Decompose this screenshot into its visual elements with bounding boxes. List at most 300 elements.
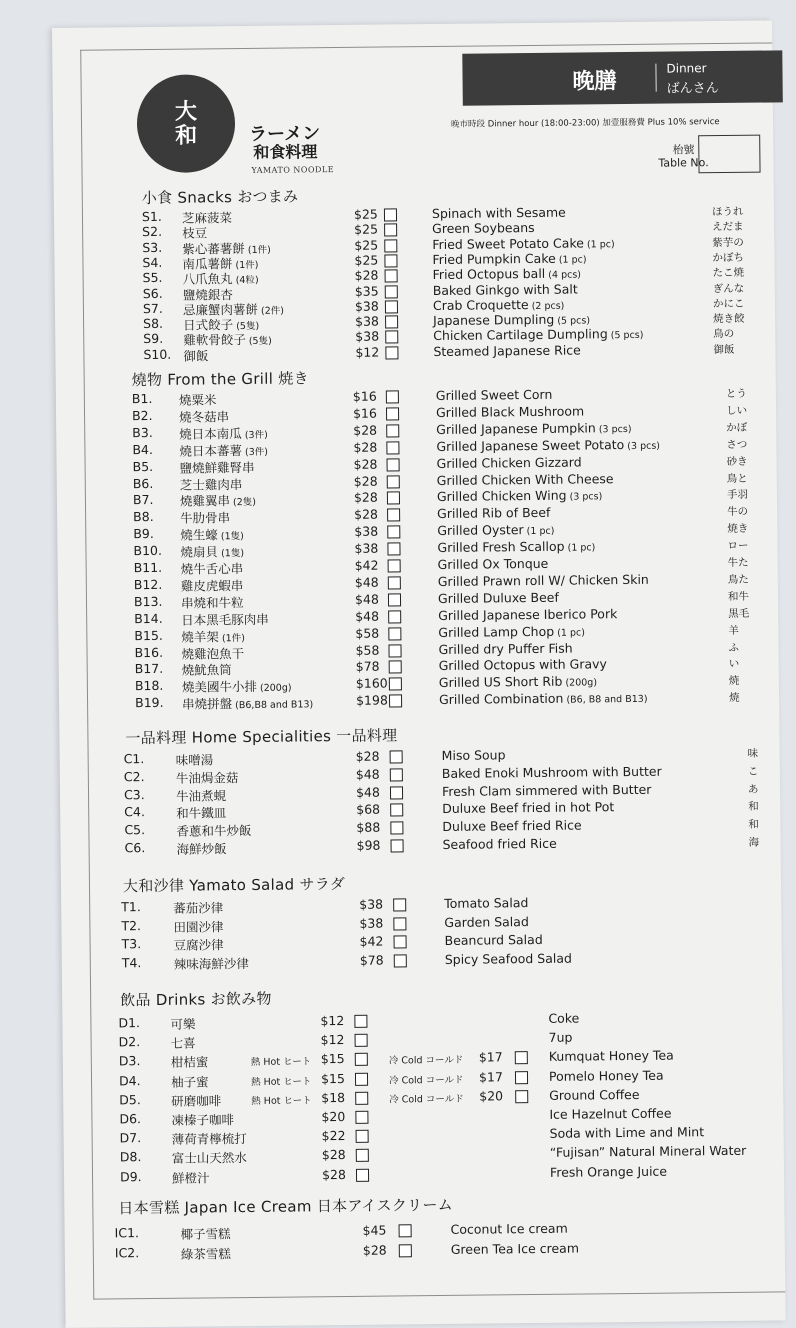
item-name-en: Soda with Lime and Mint — [549, 1124, 705, 1142]
order-checkbox[interactable] — [385, 346, 398, 359]
item-code: B17. — [134, 661, 164, 677]
item-qty-en: (1 pc) — [554, 627, 585, 639]
item-price: $48 — [355, 784, 380, 800]
item-name-en — [439, 690, 648, 707]
order-checkbox[interactable] — [390, 768, 403, 781]
order-checkbox[interactable] — [390, 822, 403, 835]
item-name-en — [432, 220, 535, 236]
item-name-en-text: Tomato Salad — [444, 895, 529, 911]
hot-label: 熱 Hot ヒート — [250, 1075, 312, 1088]
item-code: S5. — [142, 270, 163, 286]
item-name-en — [451, 1221, 568, 1237]
item-code: C1. — [123, 751, 145, 767]
item-name-zh-text: 蕃茄沙律 — [173, 900, 224, 916]
item-name-jp: かぼ — [726, 421, 748, 434]
item-name-zh-text: 南瓜薯餅 — [182, 256, 233, 272]
item-qty-zh: (200g) — [256, 682, 292, 695]
item-name-en — [433, 281, 578, 298]
order-checkbox[interactable] — [355, 1034, 368, 1047]
item-name-en — [432, 205, 566, 221]
item-name-en — [437, 505, 550, 521]
item-name-zh — [179, 407, 229, 426]
item-qty-en: (B6, B8 and B13) — [563, 693, 648, 706]
item-qty-zh: (5隻) — [245, 336, 272, 348]
item-qty-en: (1 pc) — [523, 525, 555, 538]
item-price: $12 — [355, 344, 380, 360]
item-name-en — [436, 436, 660, 453]
item-name-zh — [180, 491, 256, 510]
item-name-zh-text: 和牛鐵皿 — [176, 805, 227, 822]
item-name-en — [433, 266, 581, 283]
order-checkbox[interactable] — [387, 475, 400, 488]
item-name-zh — [181, 1245, 231, 1264]
item-name-en-text: Grilled Chicken Gizzard — [436, 454, 582, 471]
dinner-en: Dinner — [666, 61, 707, 76]
item-name-en-text: Green Soybeans — [432, 220, 535, 237]
order-checkbox[interactable] — [385, 315, 398, 328]
item-name-zh-text: 燒冬菇串 — [179, 409, 230, 425]
logo-kana: ラーメン — [249, 123, 321, 145]
section-title-snacks: 小食 Snacks おつまみ — [141, 187, 299, 208]
item-name-en: Coke — [548, 1010, 580, 1026]
order-checkbox[interactable] — [387, 542, 400, 555]
item-name-en-text: Garden Salad — [444, 913, 529, 930]
item-code: T4. — [121, 954, 142, 971]
item-qty-en: (5 pcs) — [607, 330, 644, 342]
item-price: $28 — [353, 439, 378, 455]
item-code: B5. — [132, 458, 154, 474]
item-name-jp: 鳥た — [727, 573, 749, 586]
item-code: B7. — [132, 492, 154, 508]
item-name-en: 7up — [548, 1029, 573, 1046]
item-code: B2. — [131, 407, 153, 424]
cold-label: 冷 Cold コールド — [389, 1093, 464, 1106]
section-title-salad: 大和沙律 Yamato Salad サラダ — [122, 874, 346, 896]
item-name-en-text: Coconut Ice cream — [450, 1220, 568, 1237]
item-name-zh-text: 燒雞翼串 — [179, 493, 231, 510]
item-price: $25 — [354, 221, 379, 238]
item-name-zh-text: 串燒拼盤 — [182, 696, 233, 712]
item-name-en — [437, 471, 614, 488]
item-name-jp: 味 — [747, 747, 759, 760]
item-name-zh — [176, 786, 226, 805]
item-name-jp: さつ — [726, 438, 748, 451]
item-code: S4. — [142, 254, 163, 270]
item-price: $28 — [353, 473, 378, 489]
item-name-zh-text: 芝麻菠菜 — [181, 210, 233, 226]
hot-label: 熱 Hot ヒート — [250, 1056, 312, 1069]
item-price: $58 — [355, 625, 380, 641]
item-price: $28 — [321, 1147, 346, 1163]
item-name-zh-text: 紫心蕃薯餅 — [182, 240, 245, 257]
item-code: D1. — [118, 1015, 141, 1031]
item-name-zh — [172, 1129, 247, 1148]
item-qty-zh: (3件) — [241, 429, 268, 441]
item-name-en-text: Grilled Combination — [438, 690, 564, 708]
item-name-en — [437, 488, 602, 505]
order-checkbox[interactable] — [387, 458, 400, 471]
item-name-jp: 和 — [748, 801, 759, 814]
item-name-zh-text: 燒日本南瓜 — [179, 425, 242, 442]
item-name-en — [437, 538, 595, 555]
item-price: $28 — [354, 506, 379, 523]
order-checkbox[interactable] — [389, 695, 402, 708]
item-code: S9. — [143, 331, 164, 347]
order-checkbox[interactable] — [384, 208, 397, 221]
item-code: B16. — [134, 644, 164, 660]
item-name-en-text: Green Tea Ice cream — [450, 1240, 580, 1258]
item-code: B14. — [134, 610, 163, 626]
item-name-jp: たこ焼 — [712, 266, 745, 280]
item-name-zh — [182, 661, 232, 680]
item-code: D4. — [118, 1072, 141, 1088]
item-price: $28 — [354, 267, 379, 284]
item-name-zh — [176, 750, 214, 768]
item-price: $38 — [355, 313, 380, 329]
item-name-en-text: Fried Pumpkin Cake — [432, 250, 556, 267]
item-code: B11. — [133, 559, 163, 576]
table-label-zh: 枱號 — [672, 143, 695, 157]
item-name-en-text: Steamed Japanese Rice — [433, 342, 581, 359]
item-name-jp: 焼 — [728, 675, 740, 688]
order-checkbox[interactable] — [387, 492, 400, 505]
item-price: $28 — [353, 422, 378, 438]
cold-order-checkbox[interactable] — [515, 1051, 528, 1064]
order-checkbox[interactable] — [386, 390, 399, 403]
cold-order-checkbox[interactable] — [515, 1071, 528, 1084]
item-name-en-text: Grilled Japanese Sweet Potato — [436, 436, 625, 454]
item-name-zh — [176, 768, 239, 787]
order-checkbox[interactable] — [388, 559, 401, 572]
order-checkbox[interactable] — [388, 576, 401, 589]
item-name-zh — [172, 1148, 247, 1167]
item-qty-zh: (5隻) — [233, 320, 260, 333]
item-name-jp: えだま — [712, 221, 744, 234]
item-price: $78 — [359, 952, 384, 968]
item-name-zh — [181, 593, 244, 612]
item-code: D7. — [119, 1130, 142, 1146]
section-title-drinks: 飲品 Drinks お飲み物 — [120, 989, 272, 1010]
item-name-en-text: Grilled Oyster — [437, 522, 524, 539]
item-name-en-text: Grilled Chicken With Cheese — [436, 470, 614, 488]
item-name-en — [438, 572, 649, 589]
order-checkbox[interactable] — [388, 627, 401, 640]
item-name-zh — [173, 898, 223, 917]
item-name-zh-text: 燒日本蕃薯 — [179, 442, 243, 459]
order-checkbox[interactable] — [390, 786, 403, 799]
item-code: C2. — [123, 768, 145, 785]
item-name-en-text: Baked Ginkgo with Salt — [432, 281, 578, 298]
order-checkbox[interactable] — [399, 1245, 412, 1258]
item-qty-en: (4 pcs) — [545, 269, 582, 282]
item-name-zh — [174, 954, 249, 973]
item-name-en — [442, 747, 506, 763]
item-code: D5. — [119, 1091, 141, 1108]
item-name-en — [433, 326, 643, 343]
item-name-jp: あ — [747, 783, 759, 796]
item-name-jp: 焼 — [728, 692, 740, 705]
item-name-jp: 海 — [748, 836, 760, 849]
item-name-en-text: Fresh Clam simmered with Butter — [441, 781, 652, 799]
item-name-en-text: Grilled dry Puffer Fish — [438, 640, 573, 657]
item-name-zh-text: 七喜 — [170, 1035, 196, 1052]
item-name-en-text: Grilled Octopus with Gravy — [438, 656, 608, 674]
item-name-zh-text: 御飯 — [183, 348, 209, 364]
item-name-zh-text: 芝士雞肉串 — [179, 476, 243, 493]
order-checkbox[interactable] — [356, 1149, 369, 1162]
item-name-jp: 和牛 — [727, 590, 750, 603]
item-name-en — [436, 454, 581, 471]
item-name-zh — [177, 839, 227, 858]
order-checkbox[interactable] — [384, 239, 397, 252]
item-code: B3. — [132, 424, 153, 440]
item-qty-zh: (1件) — [232, 259, 259, 272]
item-name-jp: 焼き — [727, 522, 749, 536]
item-qty-zh: (4粒) — [232, 275, 259, 287]
item-price: $48 — [355, 766, 380, 782]
order-checkbox[interactable] — [399, 1224, 412, 1237]
item-code: T3. — [121, 936, 142, 952]
logo-char-1: 大 — [174, 98, 198, 125]
item-qty-zh: (2件) — [257, 305, 285, 317]
table-number-field[interactable] — [698, 135, 760, 174]
item-name-en: Pomelo Honey Tea — [548, 1067, 664, 1084]
item-name-en — [438, 556, 549, 572]
item-name-zh — [171, 1110, 234, 1129]
item-name-en — [436, 387, 553, 403]
item-price: $22 — [321, 1128, 346, 1144]
logo-char-2: 和 — [174, 122, 198, 149]
order-checkbox[interactable] — [354, 1015, 367, 1028]
item-name-zh-text: 雞軟骨餃子 — [183, 332, 246, 349]
item-name-jp: 紫芋の — [712, 236, 744, 249]
order-checkbox[interactable] — [394, 954, 407, 967]
item-code: C3. — [123, 786, 145, 802]
item-name-zh-text: 牛油焗金菇 — [175, 769, 239, 786]
item-qty-zh: (1隻) — [217, 531, 244, 543]
item-price: $12 — [320, 1012, 345, 1029]
item-name-zh-text: 忌廉蟹肉薯餅 — [182, 301, 259, 318]
item-name-zh-text: 燒扇貝 — [180, 544, 219, 560]
item-code: S7. — [142, 300, 163, 316]
item-name-zh — [171, 1034, 196, 1052]
item-qty-zh: (2隻) — [229, 497, 257, 509]
item-name-zh-text: 枝豆 — [182, 225, 208, 241]
item-name-en — [439, 674, 597, 691]
order-checkbox[interactable] — [385, 300, 398, 313]
item-name-zh — [181, 1224, 231, 1243]
cold-price: $20 — [479, 1088, 504, 1104]
item-code: D9. — [119, 1168, 142, 1184]
item-name-jp: 羊 — [728, 624, 739, 637]
item-name-en-text: Duluxe Beef fried in hot Pot — [442, 799, 615, 817]
item-name-jp: かにこ — [712, 297, 745, 310]
item-price: $68 — [356, 801, 381, 818]
item-price: $48 — [354, 591, 379, 607]
item-name-en-text: Seafood fried Rice — [442, 835, 557, 852]
item-name-zh — [181, 576, 244, 595]
item-qty-en: (3 pcs) — [566, 491, 603, 504]
item-name-en-text: Miso Soup — [441, 747, 506, 763]
item-code: D8. — [119, 1149, 142, 1165]
item-name-zh-text: 香蔥和牛炒飯 — [176, 823, 252, 839]
item-name-en-text: Baked Enoki Mushroom with Butter — [441, 763, 662, 781]
item-code: S1. — [141, 208, 162, 225]
dinner-zh: 晚膳 — [572, 69, 617, 95]
item-name-jp: かぼち — [712, 251, 745, 264]
order-checkbox[interactable] — [387, 509, 400, 522]
item-name-en-text: Fried Octopus ball — [432, 266, 546, 283]
item-price: $42 — [354, 557, 379, 573]
order-checkbox[interactable] — [388, 610, 401, 623]
item-name-en-text: Beancurd Salad — [444, 932, 543, 949]
item-name-en: “Fujisan” Natural Mineral Water — [549, 1143, 747, 1161]
item-name-jp: ロー — [727, 539, 749, 553]
item-name-jp: こ — [747, 765, 759, 778]
item-name-en — [436, 403, 584, 420]
item-name-en — [442, 763, 662, 780]
item-name-zh-text: 薄荷青檸梳打 — [171, 1131, 247, 1147]
item-code: IC2. — [114, 1245, 140, 1261]
item-code: T2. — [121, 917, 142, 933]
item-code: B15. — [134, 627, 163, 643]
item-name-en — [438, 623, 585, 640]
item-qty-zh: (B6,B8 and B13) — [232, 699, 314, 712]
item-name-jp: 焼き餃 — [713, 312, 745, 326]
item-name-zh-text: 日式餃子 — [183, 317, 234, 333]
item-name-zh — [171, 1091, 221, 1110]
order-checkbox[interactable] — [389, 678, 402, 691]
order-checkbox[interactable] — [389, 661, 402, 674]
order-checkbox[interactable] — [394, 936, 407, 949]
order-checkbox[interactable] — [355, 1111, 368, 1124]
item-name-zh — [171, 1072, 209, 1090]
item-name-en — [436, 420, 631, 437]
item-name-zh-text: 凍榛子咖啡 — [171, 1112, 235, 1128]
item-price: $42 — [359, 933, 384, 950]
order-checkbox[interactable] — [390, 804, 403, 817]
order-checkbox[interactable] — [385, 270, 398, 283]
item-name-en-text: Spinach with Sesame — [431, 204, 566, 222]
item-name-zh-text: 椰子雪糕 — [180, 1226, 231, 1242]
item-name-en — [432, 250, 586, 267]
order-checkbox[interactable] — [387, 526, 400, 539]
item-name-zh-text: 海鮮炒飯 — [176, 841, 227, 857]
item-code: S3. — [142, 239, 163, 255]
item-price: $28 — [353, 456, 378, 472]
item-name-en — [445, 950, 572, 966]
order-checkbox[interactable] — [386, 441, 399, 454]
item-qty-en: (1 pc) — [564, 542, 596, 554]
item-name-zh-text: 燒美國牛小排 — [181, 679, 258, 695]
order-checkbox[interactable] — [386, 424, 399, 437]
item-price: $35 — [354, 283, 379, 299]
order-checkbox[interactable] — [384, 254, 397, 267]
item-name-zh-text: 燒粟米 — [178, 392, 217, 408]
section-title-grill: 燒物 From the Grill 焼き — [131, 369, 309, 390]
item-name-en: Ice Hazelnut Coffee — [549, 1105, 672, 1122]
item-code: B18. — [134, 678, 164, 694]
order-checkbox[interactable] — [355, 1053, 368, 1066]
order-checkbox[interactable] — [393, 898, 406, 911]
item-price: $38 — [359, 915, 384, 931]
item-code: S8. — [143, 315, 164, 332]
cold-price: $17 — [478, 1068, 503, 1085]
order-checkbox[interactable] — [384, 224, 397, 237]
item-name-jp: ぎんな — [712, 282, 745, 295]
item-name-jp: 黒毛 — [728, 607, 750, 620]
item-price: $48 — [354, 574, 379, 590]
item-name-zh-text: 綠茶雪糕 — [180, 1246, 231, 1263]
item-code: B19. — [134, 695, 164, 711]
item-name-en: Fresh Orange Juice — [549, 1163, 668, 1180]
order-checkbox[interactable] — [356, 1130, 369, 1143]
order-checkbox[interactable] — [391, 839, 404, 852]
item-name-zh-text: 柚子蜜 — [170, 1074, 209, 1090]
item-name-en-text: Grilled Sweet Corn — [435, 386, 553, 403]
order-checkbox[interactable] — [385, 331, 398, 344]
item-name-zh-text: 研磨咖啡 — [171, 1093, 222, 1109]
order-checkbox[interactable] — [393, 917, 406, 930]
item-name-en — [438, 606, 617, 623]
order-checkbox[interactable] — [388, 644, 401, 657]
item-name-en — [442, 836, 556, 852]
order-checkbox[interactable] — [390, 750, 403, 763]
item-name-en-text: Fried Sweet Potato Cake — [432, 235, 584, 252]
item-name-en — [451, 1241, 579, 1257]
item-name-en-text: Crab Croquette — [432, 296, 529, 313]
item-code: S6. — [142, 285, 163, 301]
dinner-hours: 晚市時段 Dinner hour (18:00-23:00) 加壹服務費 Plus 10% service — [450, 117, 720, 130]
item-code: C5. — [124, 822, 146, 838]
item-qty-en: (2 pcs) — [528, 300, 565, 312]
item-price: $28 — [355, 748, 380, 764]
order-checkbox[interactable] — [355, 1072, 368, 1085]
item-code: B13. — [133, 593, 163, 609]
item-name-zh — [174, 935, 224, 954]
item-name-zh-text: 燒牛舌心串 — [180, 561, 244, 577]
cold-label: 冷 Cold コールド — [388, 1074, 464, 1087]
item-name-en — [432, 235, 615, 252]
order-checkbox[interactable] — [386, 407, 399, 420]
item-name-zh-text: 富士山天然水 — [171, 1150, 247, 1167]
item-name-zh-text: 豆腐沙律 — [173, 937, 224, 953]
item-name-zh — [180, 525, 244, 544]
item-price: $25 — [354, 252, 379, 268]
item-code: C6. — [124, 840, 146, 856]
item-name-zh-text: 燒生蠔 — [180, 527, 218, 543]
item-price: $15 — [320, 1051, 345, 1067]
item-name-zh — [180, 542, 244, 561]
item-name-zh — [171, 1053, 209, 1071]
item-price: $16 — [352, 405, 377, 421]
item-name-zh — [183, 346, 208, 364]
order-checkbox[interactable] — [356, 1168, 369, 1181]
order-checkbox[interactable] — [385, 285, 398, 298]
item-name-zh-text: 可樂 — [170, 1016, 196, 1032]
item-name-zh — [180, 508, 230, 527]
item-name-en-text: Japanese Dumpling — [433, 311, 555, 329]
order-checkbox[interactable] — [388, 593, 401, 606]
cold-order-checkbox[interactable] — [515, 1090, 528, 1103]
item-name-en — [438, 640, 572, 656]
item-name-en-text: Grilled Chicken Wing — [436, 488, 567, 505]
item-name-zh — [173, 917, 223, 936]
item-qty-zh: (1件) — [244, 244, 271, 256]
section-title-icecream: 日本雪糕 Japan Ice Cream 日本アイスクリーム — [118, 1195, 454, 1218]
table-label-en: Table No. — [658, 156, 709, 170]
order-checkbox[interactable] — [355, 1092, 368, 1105]
